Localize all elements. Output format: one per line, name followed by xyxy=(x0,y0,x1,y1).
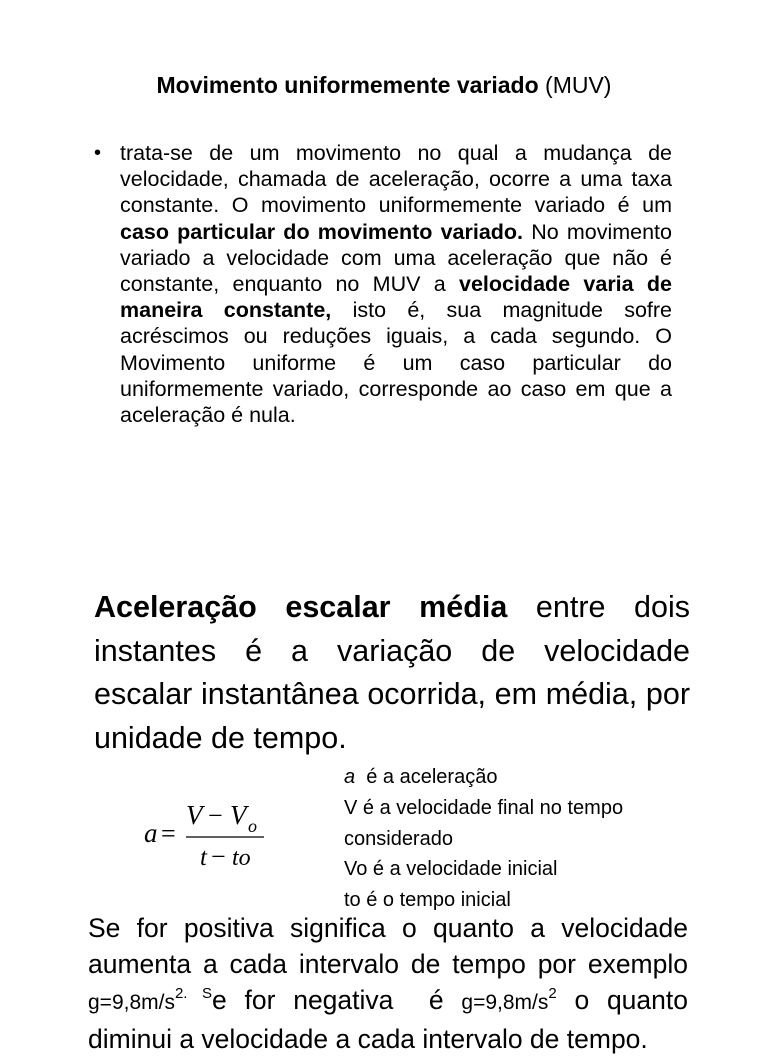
legend-a-symbol: a xyxy=(344,766,356,788)
final-text-part3: o quanto diminui a velocidade a cada intervalo de tempo. xyxy=(88,985,688,1054)
definition-term: Aceleração escalar média xyxy=(94,590,508,624)
bullet-text-part1: trata-se de um movimento no qual a mudança de velocidade, chamada de aceleração, ocorre a uma taxa constante. O movimento uniformemente variado é um xyxy=(120,141,672,218)
slide-title xyxy=(0,70,768,100)
formula-den-t0: to xyxy=(232,845,251,871)
formula-num-v0-sub: o xyxy=(248,816,257,836)
title-bold: Movimento uniformemente variado xyxy=(156,72,539,98)
bullet-text-part3: isto é, sua magnitude sofre acréscimos ou reduções iguais, a cada segundo. O Movimento uniforme é um caso particular do uniformemente variado, corresponde ao caso em que a aceleração é nula. xyxy=(120,298,672,428)
bullet-bold-case: caso particular do movimento variado. xyxy=(120,219,524,244)
definition-paragraph xyxy=(94,586,690,760)
bullet-text xyxy=(120,140,672,428)
title-suffix: (MUV) xyxy=(538,72,612,98)
legend-final-velocity-line1: V é a velocidade final no tempo xyxy=(344,796,624,819)
final-text-part1: Se for positiva significa o quanto a velocidade aumenta a cada intervalo de tempo por exemplo xyxy=(88,913,688,979)
bullet-icon: • xyxy=(94,142,102,164)
gravity-exponent-1: 2. S xyxy=(174,985,213,1002)
formula-num-v0: V xyxy=(230,800,247,830)
definition-body: entre dois instantes é a variação de velocidade escalar instantânea ocorrida, em média, por unidade de tempo. xyxy=(94,590,691,755)
legend-final-velocity-line2: considerado xyxy=(344,827,453,850)
legend-a-text: é a aceleração xyxy=(355,766,498,788)
formula-den-minus: − xyxy=(211,842,226,871)
bullet-paragraph xyxy=(94,140,672,428)
acceleration-formula xyxy=(144,796,284,886)
formula-num-v: V xyxy=(186,800,203,830)
formula-num-minus: − xyxy=(208,801,223,830)
bullet-bold-velocity: velocidade varia de maneira constante, xyxy=(120,272,672,323)
gravity-exponent-2: 2 xyxy=(548,985,557,1002)
gravity-expression-1: g=9,8m/s xyxy=(88,991,175,1014)
legend-initial-velocity: Vo é a velocidade inicial xyxy=(344,858,558,881)
formula-lhs: a xyxy=(144,818,158,848)
gravity-expression-2: g=9,8m/s xyxy=(461,991,549,1014)
legend-acceleration xyxy=(344,762,744,793)
formula-legend xyxy=(344,762,744,916)
bullet-text-part2: No movimento variado a velocidade com uma aceleração que não é constante, enquanto no MUV a xyxy=(120,219,672,297)
sign-explanation-paragraph xyxy=(88,910,688,1057)
formula-equals: = xyxy=(161,819,176,848)
final-text-part2: e for negativa é xyxy=(212,985,462,1015)
formula-den-t: t xyxy=(200,844,207,871)
legend-initial-time: to é o tempo inicial xyxy=(344,889,511,912)
